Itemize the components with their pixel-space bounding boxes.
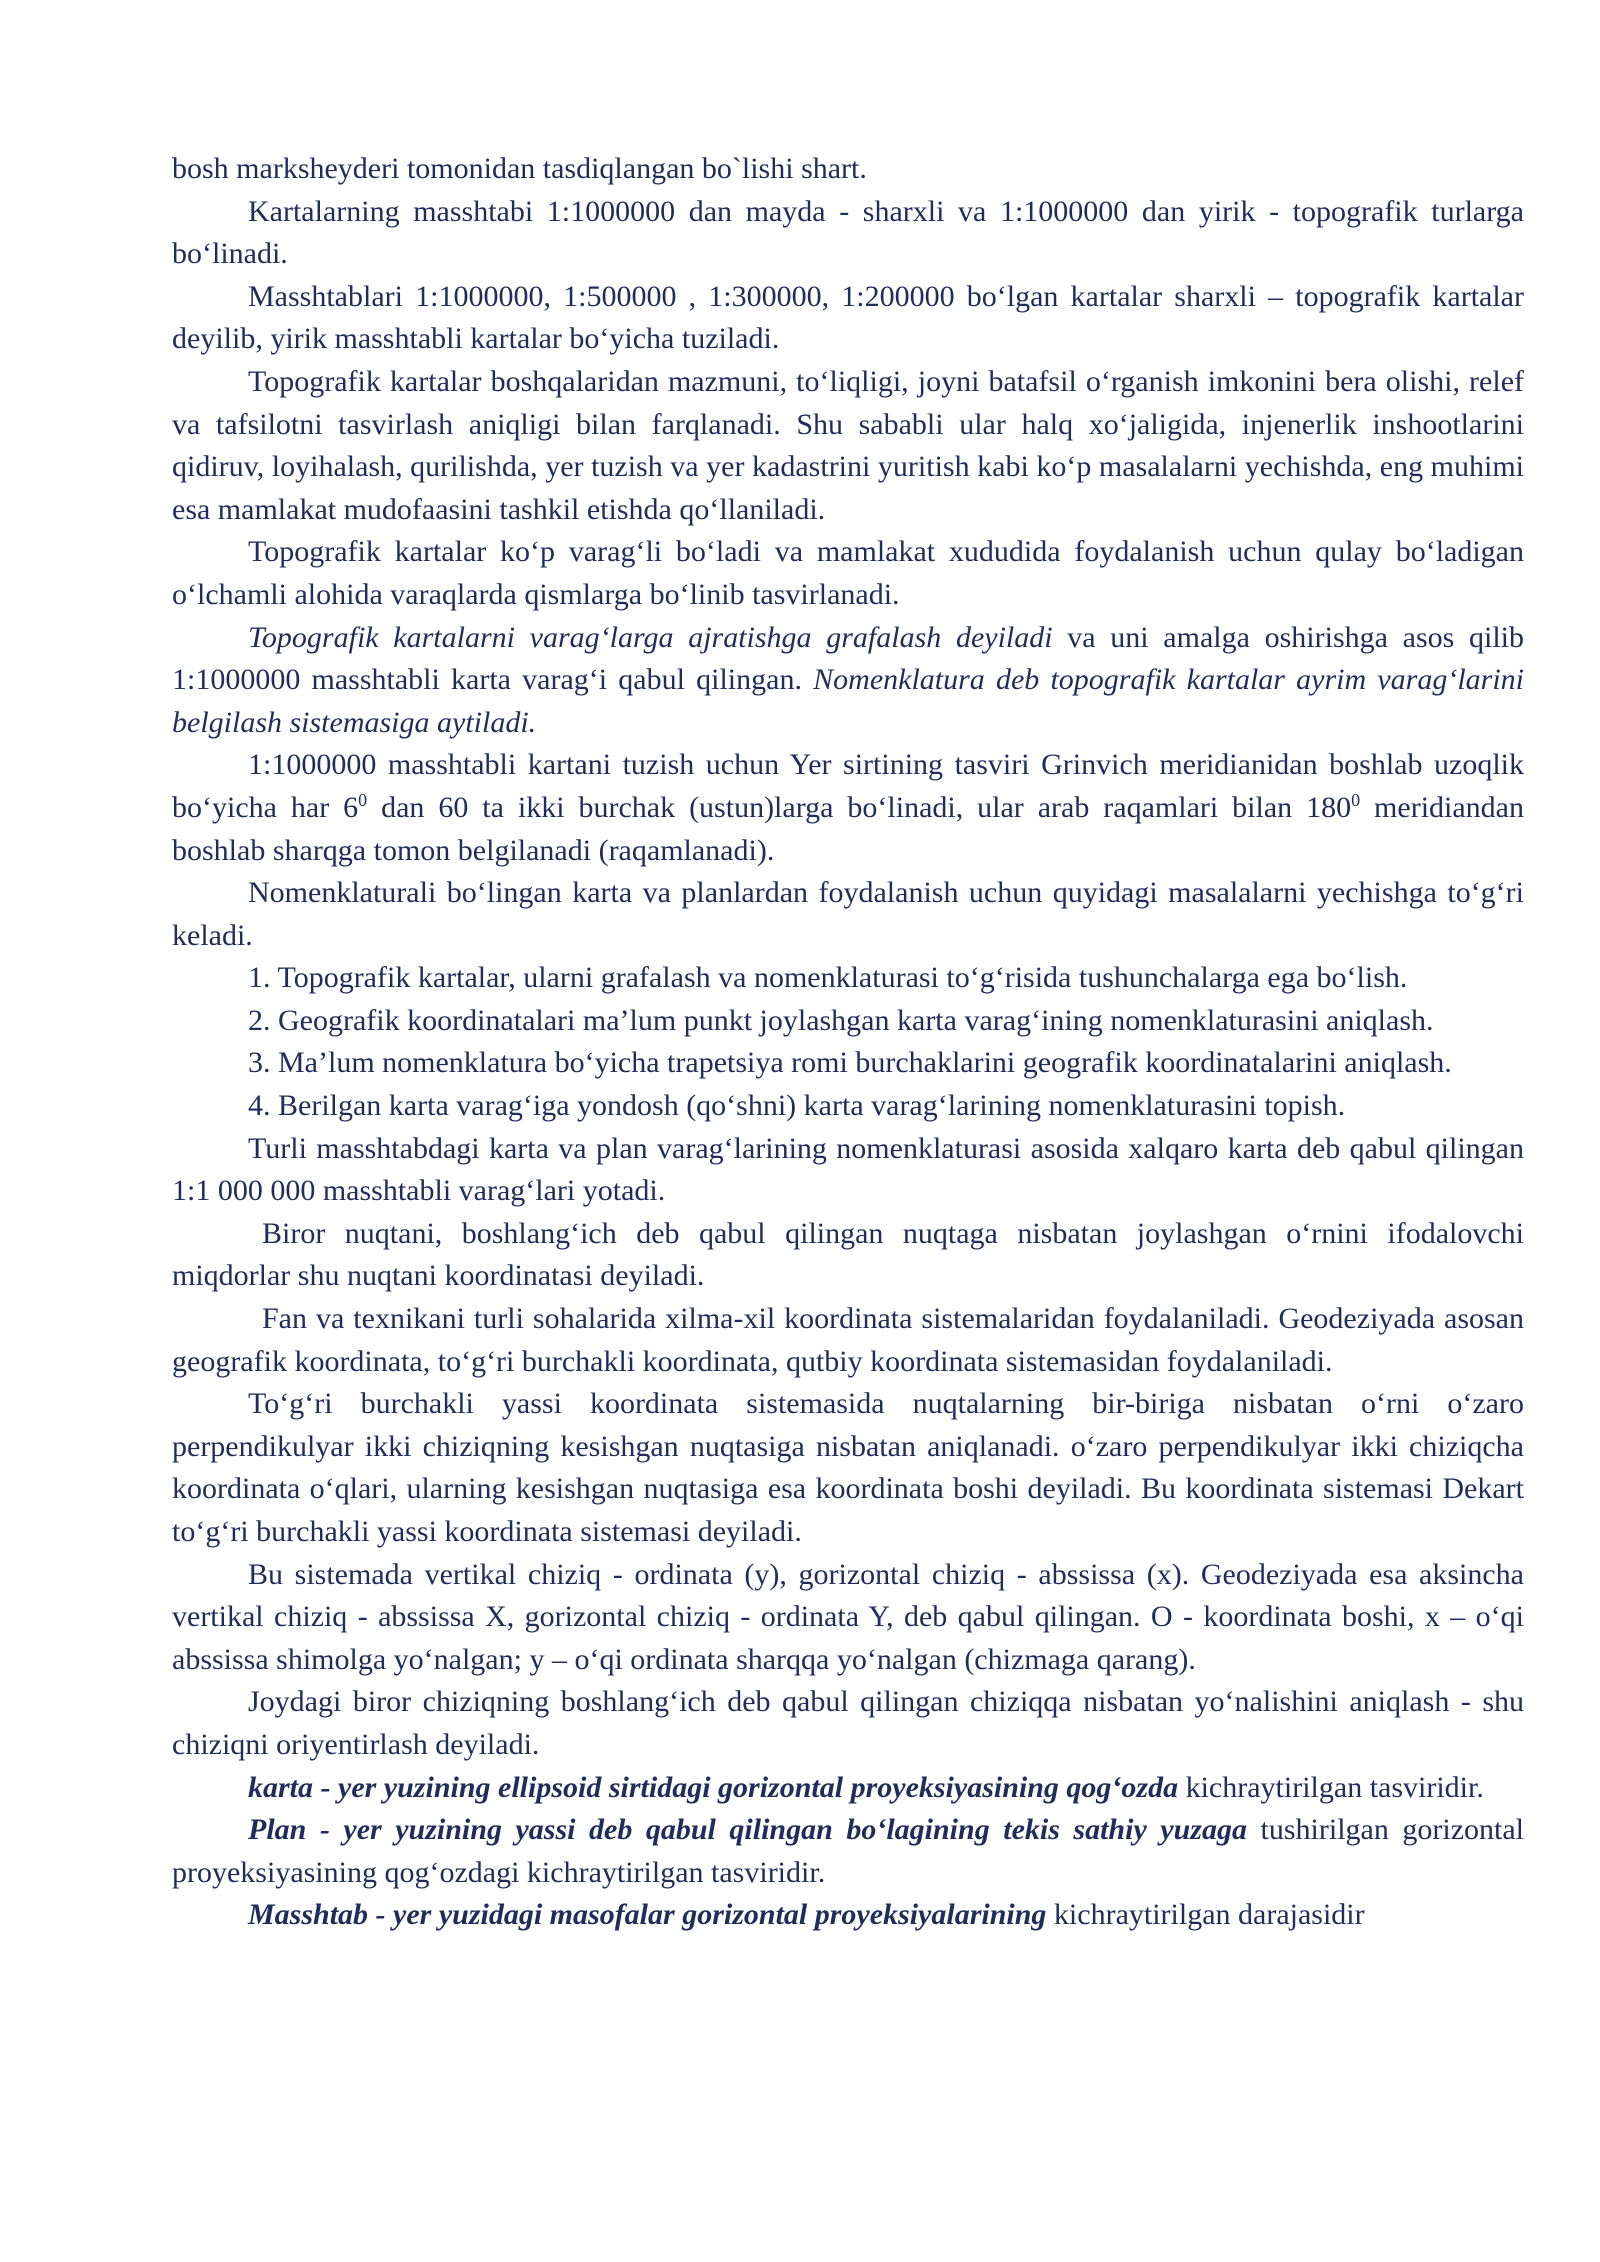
paragraph-multisheet: Topografik kartalar ko‘p varag‘li bo‘ladi va mamlakat xududida foydalanish uchun qulay bo‘ladigan o‘lchamli alohida varaqlarda qismlarga bo‘linib tasvirlanadi. (172, 535, 1524, 611)
paragraph-continuation: bosh marksheyderi tomonidan tasdiqlangan bo`lishi shart. (172, 152, 867, 185)
paragraph-axes: Bu sistemada vertikal chiziq - ordinata (y), gorizontal chiziq - abssissa (x). Geodeziyada esa aksincha vertikal chiziq - abssissa X, gorizontal chiziq - ordinata Y, deb qabul qilingan. O - koordinata boshi, x – o‘qi abssissa shimolga yo‘nalgan; y – o‘qi ordinata sharqqa yo‘nalgan (chizmaga qarang). (172, 1557, 1524, 1676)
paragraph-text: kichraytirilgan darajasidir (1046, 1898, 1365, 1932)
paragraph-text: dan 60 ta ikki burchak (ustun)larga bo‘linadi, ular arab raqamlari bilan 180 (367, 790, 1352, 824)
list-item-4: 4. Berilgan karta varag‘iga yondosh (qo‘shni) karta varag‘larining nomenklaturasini topish. (248, 1089, 1346, 1123)
paragraph-grafalash-definition (172, 617, 1524, 745)
list-item-2: 2. Geografik koordinatalari ma’lum punkt joylashgan karta varag‘ining nomenklaturasini aniqlash. (248, 1003, 1434, 1037)
paragraph-text: 1:1000000 masshtabli kartani tuzish uchun Yer sirtining tasviri Grinvich meridianidan boshlab uzoqlik bo‘yicha har 6 (172, 748, 1524, 824)
paragraph-overview-topographic: Masshtablari 1:1000000, 1:500000 , 1:300000, 1:200000 bo‘lgan kartalar sharxli – topografik kartalar deyilib, yirik masshtabli kartalar bo‘yicha tuziladi. (172, 279, 1524, 356)
paragraph-orientation: Joydagi biror chiziqning boshlang‘ich deb qabul qilingan chiziqqa nisbatan yo‘nalishini aniqlash - shu chiziqni oriyentirlash deyiladi. (172, 1685, 1524, 1761)
paragraph-text: tushirilgan gorizontal proyeksiyasining qog‘ozdagi kichraytirilgan tasviridir. (172, 1813, 1524, 1889)
list-item-1: 1. Topografik kartalar, ularni grafalash va nomenklaturasi to‘g‘risida tushunchalarga ega bo‘lish. (248, 961, 1408, 995)
paragraph-coordinate-definition: Biror nuqtani, boshlang‘ich deb qabul qilingan nuqtaga nisbatan joylashgan o‘rnini ifodalovchi miqdorlar shu nuqtani koordinatasi deyiladi. (172, 1216, 1524, 1293)
paragraph-map-definition (172, 1767, 1524, 1810)
degree-superscript: 0 (1351, 789, 1361, 810)
paragraph-international-map: Turli masshtabdagi karta va plan varag‘larining nomenklaturasi asosida xalqaro karta deb qabul qilingan 1:1 000 000 masshtabli varag‘lari yotadi. (172, 1131, 1524, 1208)
paragraph-map-scale-types: Kartalarning masshtabi 1:1000000 dan mayda - sharxli va 1:1000000 dan yirik - topografik turlarga bo‘linadi. (172, 194, 1524, 271)
definition-karta: karta - yer yuzining ellipsoid sirtidagi gorizontal proyeksiyasining qog‘ozda (248, 1770, 1179, 1804)
list-item-3: 3. Ma’lum nomenklatura bo‘yicha trapetsiya romi burchaklarini geografik koordinatalarini aniqlash. (248, 1046, 1452, 1080)
definition-grafalash: Topografik kartalarni varag‘larga ajratishga grafalash deyiladi (248, 620, 1053, 654)
paragraph-text: va uni amalga oshirishga asos qilib 1:1000000 masshtabli karta varag‘i qabul qilingan. (172, 620, 1524, 697)
paragraph-text: meridiandan boshlab sharqga tomon belgilanadi (raqamlanadi). (172, 790, 1524, 867)
paragraph-topographic-features: Topografik kartalar boshqalaridan mazmuni, to‘liqligi, joyni batafsil o‘rganish imkonini bera olishi, relef va tafsilotni tasvirlash aniqligi bilan farqlanadi. Shu sababli ular halq xo‘jaligida, injenerlik inshootlarini qidiruv, loyihalash, qurilishda, yer tuzish va yer kadastrini yuritish kabi ko‘p masalalarni yechishda, eng muhimi esa mamlakat mudofaasini tashkil etishda qo‘llaniladi. (172, 364, 1524, 526)
paragraph-million-map (172, 744, 1524, 872)
paragraph-rectangular-system: To‘g‘ri burchakli yassi koordinata sistemasida nuqtalarning bir-biriga nisbatan o‘rni o‘zaro perpendikulyar ikki chiziqning kesishgan nuqtasiga nisbatan aniqlanadi. o‘zaro perpendikulyar ikki chiziqcha koordinata o‘qlari, ularning kesishgan nuqtasiga esa koordinata boshi deyiladi. Bu koordinata sistemasi Dekart to‘g‘ri burchakli yassi koordinata sistemasi deyiladi. (172, 1387, 1524, 1548)
paragraph-plan-definition (172, 1809, 1524, 1894)
definition-plan: Plan - yer yuzining yassi deb qabul qilingan bo‘lagining tekis sathiy yuzaga (248, 1813, 1247, 1847)
paragraph-scale-definition (172, 1894, 1524, 1937)
definition-masshtab: Masshtab - yer yuzidagi masofalar gorizontal proyeksiyalarining (248, 1898, 1047, 1932)
definition-nomenclature: Nomenklatura deb topografik kartalar ayrim varag‘larini belgilash sistemasiga aytiladi. (172, 663, 1525, 739)
paragraph-tasks-intro: Nomenklaturali bo‘lingan karta va planlardan foydalanish uchun quyidagi masalalarni yechishga to‘g‘ri keladi. (172, 876, 1524, 952)
paragraph-text: kichraytirilgan tasviridir. (1178, 1770, 1484, 1804)
paragraph-coordinate-systems: Fan va texnikani turli sohalarida xilma-xil koordinata sistemalaridan foydalaniladi. Geodeziyada asosan geografik koordinata, to‘g‘ri burchakli koordinata, qutbiy koordinata sistemasidan foydalaniladi. (172, 1302, 1524, 1378)
degree-superscript: 0 (358, 789, 368, 810)
